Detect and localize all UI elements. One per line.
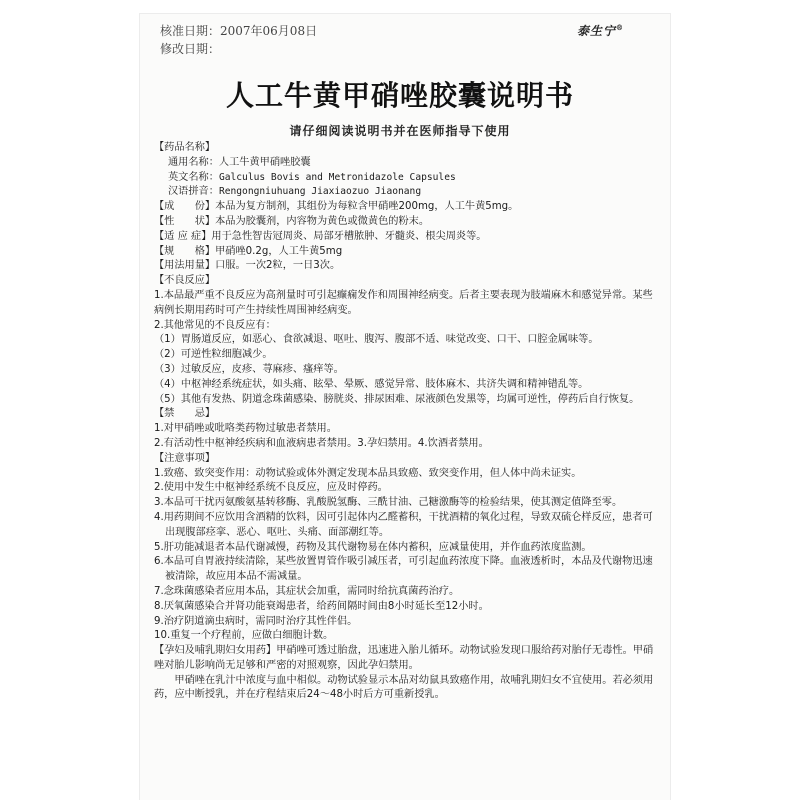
adverse-item: （1）胃肠道反应，如恶心、食欲减退、呕吐、腹泻、腹部不适、味觉改变、口干、口腔金属味等。	[154, 334, 599, 346]
precaution-item: 10.重复一个疗程前，应做白细胞计数。	[154, 630, 334, 642]
specification: 【规 格】甲硝唑0.2g，人工牛黄5mg	[154, 245, 343, 257]
precaution-item: 1.致癌、致突变作用：动物试验或体外测定发现本品具致癌、致突变作用，但人体中尚未证实。	[154, 467, 582, 479]
approval-date: 核准日期：2007年06月08日	[160, 24, 318, 38]
contraindications-heading: 【禁 忌】	[154, 408, 216, 420]
dosage: 【用法用量】口服。一次2粒，一日3次。	[154, 260, 341, 272]
precautions-heading: 【注意事项】	[154, 452, 216, 464]
drug-name-heading: 【药品名称】	[154, 142, 216, 153]
precaution-item: 8.厌氧菌感染合并肾功能衰竭患者，给药间隔时间由8小时延长至12小时。	[154, 600, 489, 612]
composition: 【成 份】本品为复方制剂，其组份为每粒含甲硝唑200mg，人工牛黄5mg。	[154, 201, 519, 213]
adverse-paragraph-1: 1.本品最严重不良反应为高剂量时可引起癫痫发作和周围神经病变。后者主要表现为肢端麻木和感觉异常。某些病例长期用药时可产生持续性周围神经病变。	[154, 289, 653, 316]
precaution-item: 6.本品可自胃液持续清除，某些放置胃管作吸引减压者，可引起血药浓度下降。血液透析时，本品及代谢物迅速被清除，故应用本品不需减量。	[154, 556, 653, 583]
leaflet-body	[154, 141, 654, 703]
precaution-item: 3.本品可干扰丙氨酸氨基转移酶、乳酸脱氢酶、三酰甘油、己糖激酶等的检验结果，使其测定值降至零。	[154, 497, 623, 509]
precaution-item: 7.念珠菌感染者应用本品，其症状会加重，需同时给抗真菌药治疗。	[154, 585, 460, 597]
english-name-label: 英文名称：	[168, 171, 219, 183]
revision-date: 修改日期：	[160, 42, 221, 56]
contraindication-item: 1.对甲硝唑或吡咯类药物过敏患者禁用。	[154, 423, 337, 435]
pregnancy-paragraph-1: 【孕妇及哺乳期妇女用药】甲硝唑可透过胎盘，迅速进入胎儿循环。动物试验发现口服给药对胎仔无毒性。甲硝唑对胎儿影响尚无足够和严密的对照观察，因此孕妇禁用。	[154, 645, 654, 671]
adverse-item: （2）可逆性粒细胞减少。	[154, 349, 273, 361]
english-name	[154, 171, 654, 186]
adverse-paragraph-2: 2.其他常见的不良反应有：	[154, 319, 276, 331]
document-title: 人工牛黄甲硝唑胶囊说明书	[225, 79, 574, 112]
pinyin-value: Rengongniuhuang Jiaxiaozuo Jiaonang	[218, 186, 422, 198]
logo-text: 泰生宁	[577, 24, 617, 38]
generic-name: 通用名称：人工牛黄甲硝唑胶囊	[168, 156, 311, 168]
precaution-item: 4.用药期间不应饮用含酒精的饮料，因可引起体内乙醛蓄积，干扰酒精的氧化过程，导致双硫仑样反应，患者可出现腹部痉挛、恶心、呕吐、头痛、面部潮红等。	[154, 511, 653, 538]
description: 【性 状】本品为胶囊剂，内容物为黄色或微黄色的粉末。	[154, 215, 430, 227]
pinyin-label: 汉语拼音：	[168, 186, 219, 198]
pinyin-name	[154, 185, 654, 200]
adverse-heading: 【不良反应】	[154, 275, 216, 287]
brand-logo	[577, 22, 624, 39]
adverse-item: （4）中枢神经系统症状，如头痛、眩晕、晕厥、感觉异常、肢体麻木、共济失调和精神错乱等。	[154, 378, 589, 390]
indications: 【适 应 症】用于急性智齿冠周炎、局部牙槽脓肿、牙髓炎、根尖周炎等。	[154, 230, 487, 242]
precaution-item: 9.治疗阴道滴虫病时，需同时治疗其性伴侣。	[154, 615, 358, 627]
precaution-item: 5.肝功能减退者本品代谢减慢，药物及其代谢物易在体内蓄积，应减量使用，并作血药浓度监测。	[154, 541, 592, 553]
header-dates	[160, 22, 317, 58]
adverse-item: （5）其他有发热、阴道念珠菌感染、膀胱炎、排尿困难、尿液颜色发黑等，均属可逆性，停药后自行恢复。	[154, 393, 640, 405]
adverse-item: （3）过敏反应，皮疹、荨麻疹、瘙痒等。	[154, 363, 344, 375]
pregnancy-paragraph-2: 甲硝唑在乳汁中浓度与血中相似。动物试验显示本品对幼鼠具致癌作用，故哺乳期妇女不宜使用。若必须用药，应中断授乳，并在疗程结束后24～48小时后方可重新授乳。	[154, 674, 654, 701]
document-subtitle: 请仔细阅读说明书并在医师指导下使用	[289, 124, 511, 138]
registered-mark: ®	[616, 23, 625, 32]
precaution-item: 2.使用中发生中枢神经系统不良反应，应及时停药。	[154, 482, 388, 494]
contraindication-item: 2.有活动性中枢神经疾病和血液病患者禁用。3.孕妇禁用。4.饮酒者禁用。	[154, 437, 489, 449]
english-name-value: Galculus Bovis and Metronidazole Capsules	[218, 171, 456, 183]
